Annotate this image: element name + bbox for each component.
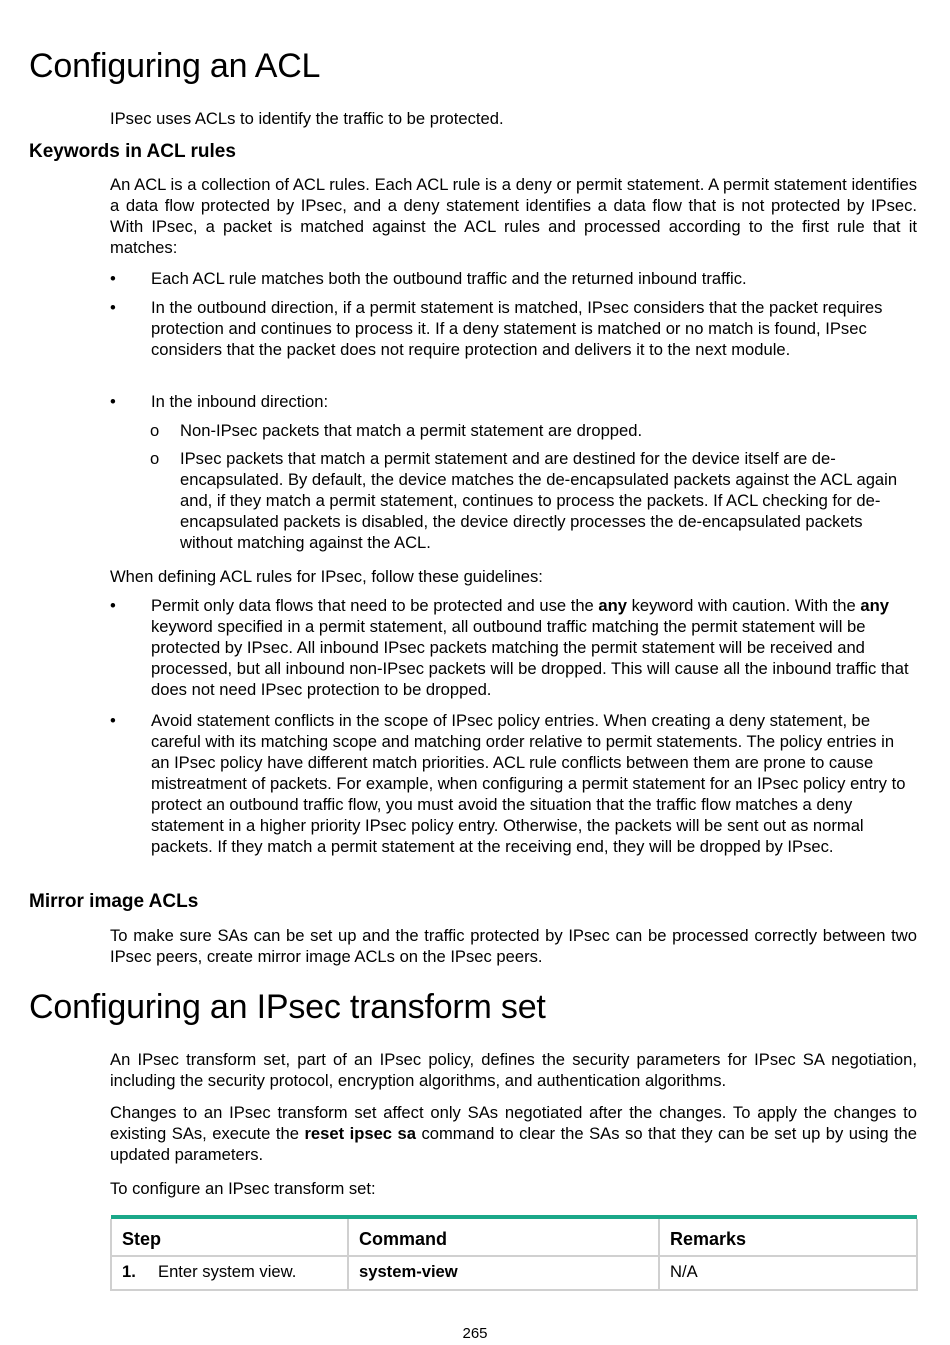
header-step: Step	[111, 1219, 348, 1256]
section-title-acl: Configuring an ACL	[29, 47, 321, 85]
step-text: Enter system view.	[158, 1262, 297, 1281]
bullet-text: Permit only data flows that need to be protected and use the any keyword with caution. With the any keyword specified in a permit statement, all outbound traffic matching the permit statement will be protected by IPsec. All inbound IPsec packets matching the permit statement will be received and processed, but all inbound non-IPsec packets will be dropped. This will cause all the inbound traffic that does not need IPsec protection to be dropped.	[151, 596, 909, 699]
bullet-icon: •	[110, 269, 116, 288]
heading-mirror: Mirror image ACLs	[29, 891, 199, 912]
keyword-any: any	[860, 596, 889, 615]
transform-para-1: An IPsec transform set, part of an IPsec policy, defines the security parameters for IPsec SA negotiation, including the security protocol, encryption algorithms, and authentication algorithms.	[110, 1050, 917, 1090]
cell-step	[111, 1256, 348, 1290]
bullet-text: In the inbound direction:	[151, 392, 329, 411]
sub-bullet-text: Non-IPsec packets that match a permit statement are dropped.	[180, 421, 643, 440]
bullet-icon: •	[110, 596, 116, 615]
bullet-text: In the outbound direction, if a permit statement is matched, IPsec considers that the packet requires protection and continues to process it. If a deny statement is matched or no match is found, IPsec considers that the packet does not require protection and delivers it to the next module.	[151, 298, 883, 359]
table-row	[111, 1256, 917, 1290]
command-reset-ipsec-sa: reset ipsec sa	[304, 1124, 416, 1143]
cell-remarks: N/A	[659, 1256, 917, 1290]
transform-para-3: To configure an IPsec transform set:	[110, 1179, 376, 1198]
header-remarks: Remarks	[659, 1219, 917, 1256]
step-number: 1.	[122, 1262, 136, 1281]
mirror-paragraph: To make sure SAs can be set up and the traffic protected by IPsec can be processed correctly between two IPsec peers, create mirror image ACLs on the IPsec peers.	[110, 926, 917, 966]
circle-bullet-icon: o	[150, 421, 160, 440]
transform-para-2: Changes to an IPsec transform set affect only SAs negotiated after the changes. To apply the changes to existing SAs, execute the reset ipsec sa command to clear the SAs so that they can be set up by using the updated parameters.	[110, 1103, 918, 1164]
page-number: 265	[462, 1325, 488, 1342]
bullet-icon: •	[110, 298, 116, 317]
bullet-icon: •	[110, 392, 116, 411]
guidelines-intro: When defining ACL rules for IPsec, follow these guidelines:	[110, 567, 543, 586]
keyword-any: any	[598, 596, 627, 615]
table-header-row	[111, 1219, 917, 1256]
bullet-text: Avoid statement conflicts in the scope of IPsec policy entries. When creating a deny statement, be careful with its matching scope and matching order relative to permit statements. The policy entries in an IPsec policy have different match priorities. ACL rule conflicts between them are prone to cause mistreatment of packets. For example, when configuring a permit statement for an IPsec policy entry to protect an outbound traffic flow, you must avoid the situation that the traffic flow matches a deny statement in a higher priority IPsec policy entry. Otherwise, the packets will be sent out as normal packets. If they match a permit statement at the receiving end, they will be dropped by IPsec.	[151, 711, 906, 856]
bullet-icon: •	[110, 711, 116, 730]
sub-bullet-text: IPsec packets that match a permit statement and are destined for the device itself are de-encapsulated. By default, the device matches the de-encapsulated packets against the ACL again and, if they match a permit statement, continues to process the packets. If ACL checking for de-encapsulated packets is disabled, the device directly processes the de-encapsulated packets without matching against the ACL.	[180, 449, 898, 552]
circle-bullet-icon: o	[150, 449, 160, 468]
heading-keywords: Keywords in ACL rules	[29, 141, 236, 162]
command-text: system-view	[359, 1262, 458, 1281]
cell-command	[348, 1256, 659, 1290]
keywords-paragraph: An ACL is a collection of ACL rules. Each ACL rule is a deny or permit statement. A permit statement identifies a data flow protected by IPsec, and a deny statement identifies a data flow that is not protected by IPsec. With IPsec, a packet is matched against the ACL rules and processed according to the first rule that it matches:	[110, 175, 917, 257]
bullet-text: Each ACL rule matches both the outbound traffic and the returned inbound traffic.	[151, 269, 747, 288]
config-table	[110, 1215, 918, 1291]
acl-intro: IPsec uses ACLs to identify the traffic to be protected.	[110, 109, 504, 128]
section-title-transform-set: Configuring an IPsec transform set	[29, 988, 546, 1026]
header-command: Command	[348, 1219, 659, 1256]
